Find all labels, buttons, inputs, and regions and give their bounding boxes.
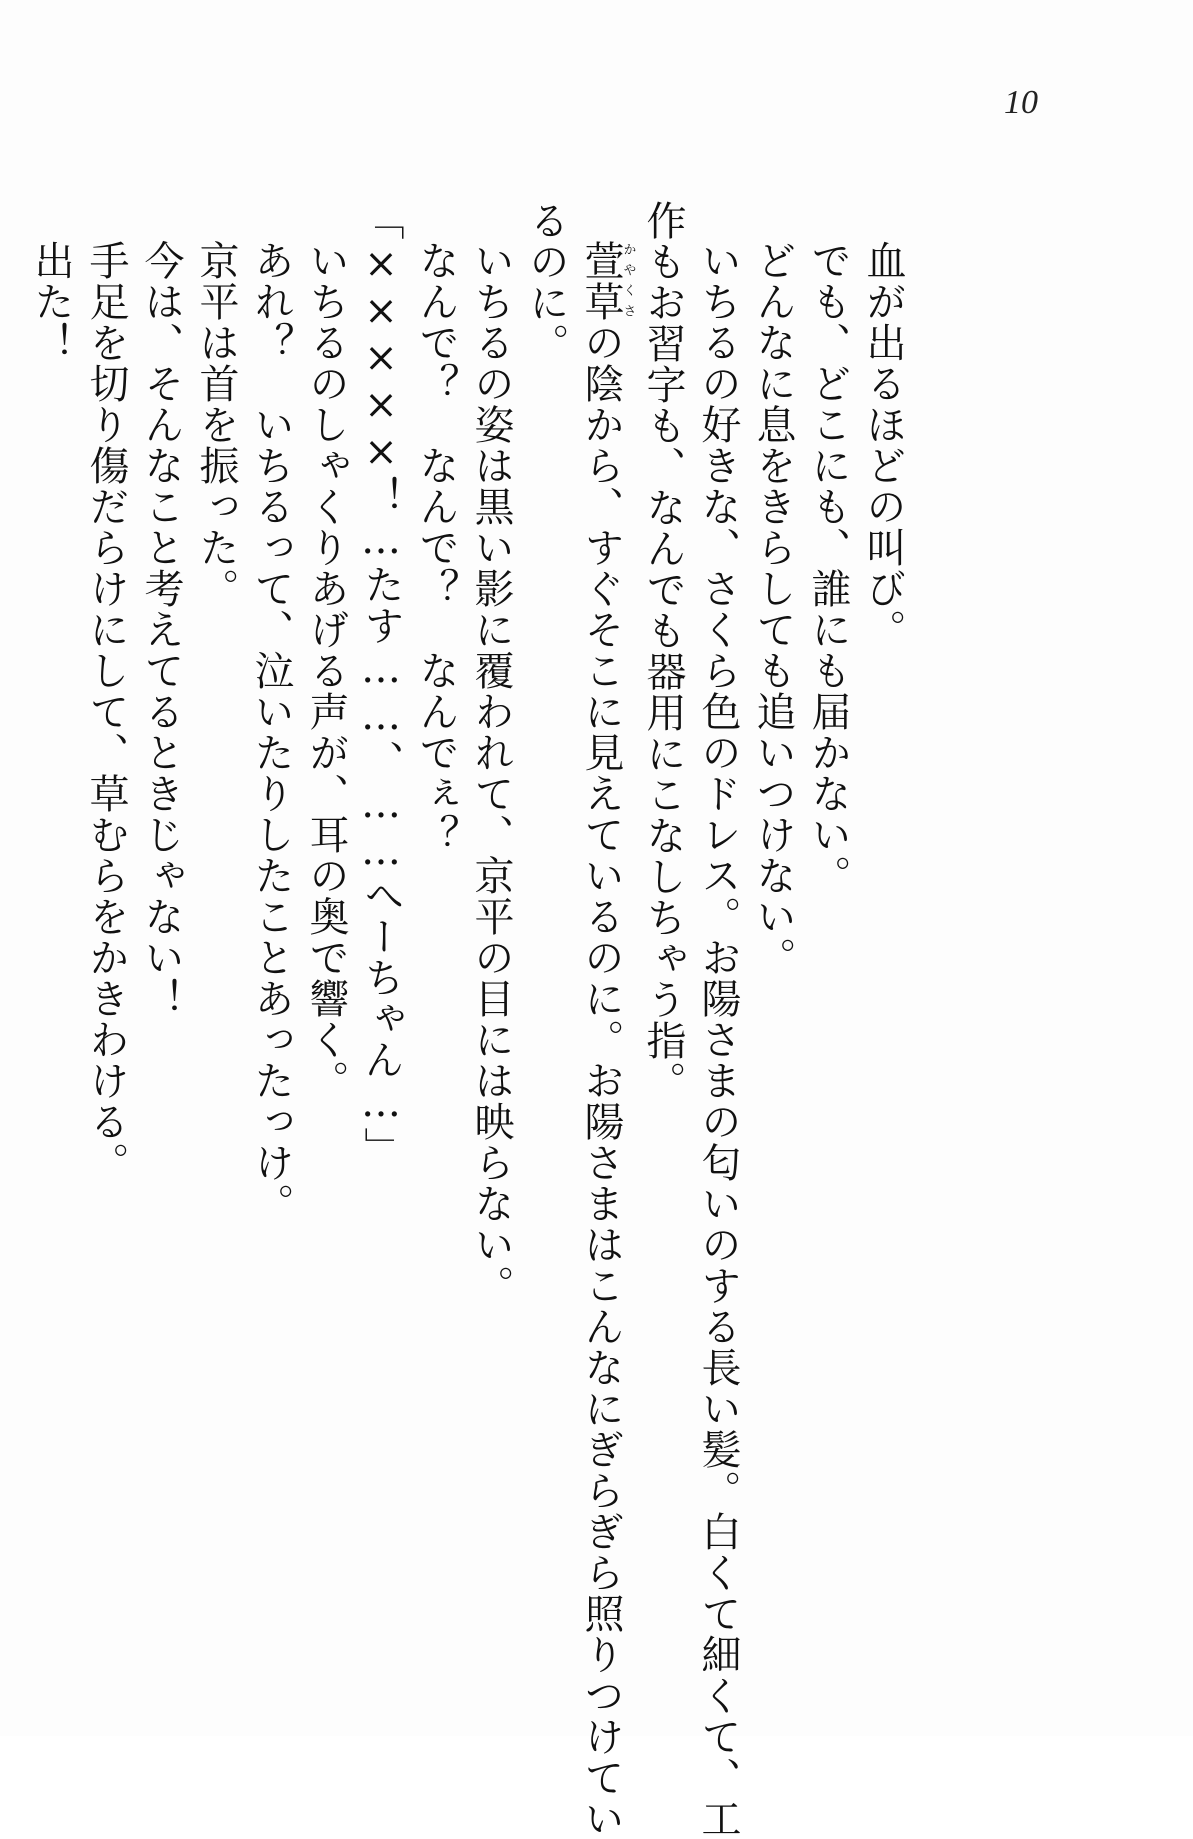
text-line: あれ？ いちるって、泣いたりしたことあったっけ。	[248, 240, 294, 1224]
text-line-with-ruby	[573, 195, 636, 1839]
text-line: 血が出るほどの叫び。	[860, 240, 906, 650]
vertical-text-body	[28, 195, 910, 1839]
ruby-reading: かやくさ	[620, 240, 636, 322]
text-line: どんなに息をきらしても追いつけない。	[750, 240, 796, 978]
text-line-rest: の陰から、すぐそこに見えているのに。お陽さまはこんなにぎらぎら照りつけてい	[578, 322, 624, 1839]
ruby-annotation	[578, 240, 636, 322]
text-line: いちるのしゃくりあげる声が、耳の奥で響く。	[303, 240, 349, 1101]
text-line: 手足を切り傷だらけにして、草むらをかきわける。	[83, 240, 129, 1183]
page-number: 10	[1004, 84, 1038, 121]
text-line: 出た！	[28, 240, 74, 363]
ruby-base: 萱草	[578, 240, 624, 322]
text-line: でも、どこにも、誰にも届かない。	[805, 240, 851, 896]
text-line: いちるの姿は黒い影に覆われて、京平の目には映らない。	[468, 240, 514, 1306]
text-line: 作もお習字も、なんでも器用にこなしちゃう指。	[640, 200, 686, 1102]
text-line: るのに。	[523, 200, 569, 364]
text-line: なんで？ なんで？ なんでぇ？	[413, 240, 459, 855]
text-line: 京平は首を振った。	[193, 240, 239, 609]
text-line: いちるの好きな、さくら色のドレス。お陽さまの匂いのする長い髪。白くて細くて、工	[695, 240, 741, 1839]
dialogue-line: 「×××××！…たす……、……へーちゃん…」	[358, 200, 404, 1168]
text-line: 今は、そんなこと考えてるときじゃない！	[138, 240, 184, 1019]
